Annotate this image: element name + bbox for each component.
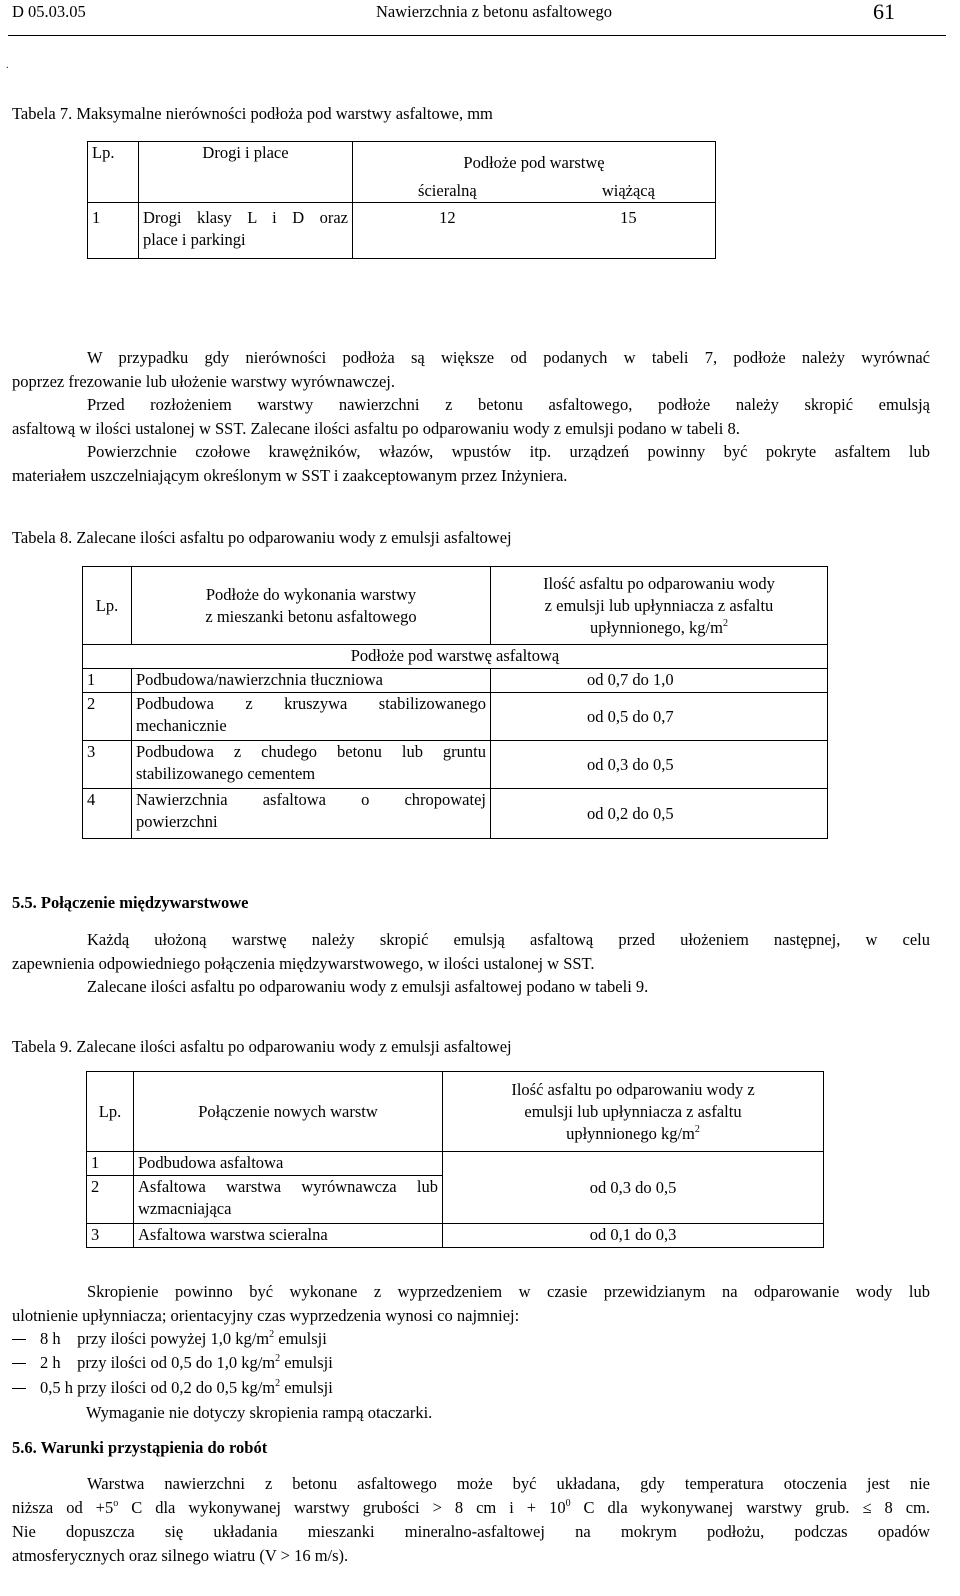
sec56-line2 [12,1496,930,1520]
table8-row1-qty: od 0,7 do 1,0 [491,669,828,693]
dash-icon [12,1363,26,1364]
table8-row2-base-b: mechanicznie [136,716,227,735]
table9-qty-rows12: od 0,3 do 0,5 [443,1152,824,1224]
table8-row3-base-b: stabilizowanego cementem [136,764,316,783]
table9-row2-conn [134,1176,443,1224]
table7-header-base: Podłoże pod warstwę [353,142,716,180]
sec56-line2-a: niższa od +5 [12,1498,114,1517]
para1-line1: W przypadku gdy nierówności podłoża są większe od podanych w tabeli 7, podłoże należy wyrównać [87,348,930,367]
table8-header-base [132,567,491,645]
spray-item-2 [40,1353,333,1373]
table9-row3-lp: 3 [87,1224,134,1248]
table8-header-qty-a: Ilość asfaltu po odparowaniu wody [543,573,775,593]
spray-item-2-time: 2 h [40,1353,61,1372]
spray-item-3-time: 0,5 h [40,1378,73,1397]
table9-row1-conn: Podbudowa asfaltowa [134,1152,443,1176]
table9-header-conn: Połączenie nowych warstw [134,1072,443,1152]
table8-header-lp: Lp. [83,567,132,645]
paragraph-unevenness [12,346,930,487]
table8-header-base-b: z mieszanki betonu asfaltowego [205,606,417,626]
table7-row1-bind: 15 [542,202,716,258]
table8-row1-lp: 1 [83,669,132,693]
spray-item-2-tail: emulsji [280,1353,333,1372]
table8-row3-lp: 3 [83,741,132,789]
spray-line1: Skropienie powinno być wykonane z wyprzedzeniem w czasie przewidzianym na odparowanie wody lub [87,1282,930,1301]
header-rule [8,35,946,36]
sec56-line4: atmosferycznych oraz silnego wiatru (V > 16 m/s). [12,1546,349,1565]
table7 [87,141,716,259]
para1-line6: materiałem uszczelniającym określonym w SST i zaakceptowanym przez Inżyniera. [12,465,568,485]
table8-row1-base: Podbudowa/nawierzchnia tłuczniowa [132,669,491,693]
spray-item-1-time: 8 h [40,1329,61,1348]
table7-header-wear: ścieralną [353,180,542,203]
spray-item-3-sup: 2 [275,1378,281,1389]
doc-title: Nawierzchnia z betonu asfaltowego [376,2,612,21]
section-5-5-body [12,928,930,999]
table8-header-qty-sup: 2 [722,617,728,629]
table7-header-bind: wiążącą [542,180,716,203]
table7-row1-lp: 1 [88,202,139,258]
section-5-6-title [12,1438,267,1458]
table8-header-qty-c-text: upłynnionego, kg/m [590,617,723,637]
table9-row2-conn-a: Asfaltowa warstwa wyrównawcza lub [138,1177,438,1196]
table8-row2-qty: od 0,5 do 0,7 [491,693,828,741]
sec56-line2-b: C dla wykonywanej warstwy grubości > 8 cm i + 10 [118,1498,566,1517]
spray-item-1-tail: emulsji [274,1329,327,1348]
table8-header-qty-c [495,617,823,639]
table8-row4-base [132,789,491,839]
dash-icon [12,1339,26,1340]
table8-row2-base-a: Podbudowa z kruszywa stabilizowanego [136,694,486,713]
table9-row3-qty: od 0,1 do 0,3 [443,1224,824,1248]
spray-item-1-text: przy ilości powyżej 1,0 kg/m [77,1329,270,1348]
table7-header-roads: Drogi i place [139,142,353,203]
table8-header-qty-b: z emulsji lub upłynniacza z asfaltu [544,595,774,615]
doc-code: D 05.03.05 [12,2,86,21]
sec56-line1: Warstwa nawierzchni z betonu asfaltowego może być układana, gdy temperatura otoczenia jest nie [87,1474,930,1493]
table7-row1-roads-b: place i parkingi [143,229,246,249]
spray-item-1-sup: 2 [269,1329,275,1340]
para1-line3: Przed rozłożeniem warstwy nawierzchni z betonu asfaltowego, podłoże należy skropić emulsją [87,395,930,414]
table9-header-qty-sup: 2 [694,1123,700,1135]
spray-item-1 [40,1329,327,1349]
table9-header-qty-c-text: upłynnionego kg/m [566,1123,695,1143]
section-5-6-title-text: 5.6. Warunki przystąpienia do robót [12,1438,268,1457]
sec56-line2-sup2: 0 [565,1498,571,1509]
table9-header-qty-b: emulsji lub upłynniacza z asfaltu [524,1101,742,1121]
table7-caption: Tabela 7. Maksymalne nierówności podłoża pod warstwy asfaltowe, mm [12,104,493,123]
spray-line2: ulotnienie upłynniacza; orientacyjny czas wyprzedzenia wynosi co najmniej: [12,1306,520,1325]
table9-header-qty-c [447,1123,819,1145]
stray-dot: . [6,60,9,71]
table9-row1-lp: 1 [87,1152,134,1176]
table8-caption: Tabela 8. Zalecane ilości asfaltu po odparowaniu wody z emulsji asfaltowej [12,528,512,547]
table9-row3-conn: Asfaltowa warstwa scieralna [134,1224,443,1248]
sec56-line2-sup1: o [113,1498,119,1509]
table8-row4-qty: od 0,2 do 0,5 [491,789,828,839]
table7-header-lp: Lp. [88,142,139,203]
table8-row4-base-b: powierzchni [136,812,218,831]
table8-row3-base [132,741,491,789]
table7-row1-roads-a: Drogi klasy L i D oraz [143,207,348,227]
spray-item-3-text: przy ilości od 0,2 do 0,5 kg/m [77,1378,276,1397]
table9-header-qty [443,1072,824,1152]
table8-row4-lp: 4 [83,789,132,839]
sec56-line2-c: C dla wykonywanej warstwy grub. ≤ 8 cm. [570,1498,931,1517]
spray-item-2-text: przy ilości od 0,5 do 1,0 kg/m [77,1353,276,1372]
table9-row2-conn-b: wzmacniająca [138,1199,232,1218]
table9-header-lp: Lp. [87,1072,134,1152]
sec55-line1: Każdą ułożoną warstwę należy skropić emulsją asfaltową przed ułożeniem następnej, w celu [87,930,930,949]
section-5-6-body [12,1472,930,1568]
page-number: 61 [873,0,895,24]
para1-line5: Powierzchnie czołowe krawężników, włazów, wpustów itp. urządzeń powinny być pokryte asfaltem lub [87,442,930,461]
spray-paragraph [12,1280,930,1328]
table8-row2-lp: 2 [83,693,132,741]
table8-row3-qty: od 0,3 do 0,5 [491,741,828,789]
spray-item-3 [40,1378,333,1398]
table8 [82,566,828,839]
section-5-5-title [12,893,248,913]
spray-item-3-tail: emulsji [280,1378,333,1397]
table9-header-qty-a: Ilość asfaltu po odparowaniu wody z [511,1079,755,1099]
table8-row4-base-a: Nawierzchnia asfaltowa o chropowatej [136,790,486,809]
spray-item-2-sup: 2 [275,1353,281,1364]
spray-note: Wymaganie nie dotyczy skropienia rampą otaczarki. [86,1403,433,1422]
para1-line4: asfaltową w ilości ustalonej w SST. Zalecane ilości asfaltu po odparowaniu wody z emulsji podano w tabeli 8. [12,418,740,438]
table8-section: Podłoże pod warstwę asfaltową [83,645,828,669]
section-5-5-title-text: 5.5. Połączenie międzywarstwowe [12,893,249,912]
dash-icon [12,1388,26,1389]
table9-row2-lp: 2 [87,1176,134,1224]
table8-header-qty [491,567,828,645]
sec55-line3: Zalecane ilości asfaltu po odparowaniu wody z emulsji asfaltowej podano w tabeli 9. [87,977,649,996]
table7-row1-roads [139,202,353,258]
sec55-line2: zapewnienia odpowiedniego połączenia międzywarstwowego, w ilości ustalonej w SST. [12,953,595,973]
table8-row3-base-a: Podbudowa z chudego betonu lub gruntu [136,742,486,761]
table9-caption: Tabela 9. Zalecane ilości asfaltu po odparowaniu wody z emulsji asfaltowej [12,1037,512,1056]
table7-row1-wear: 12 [353,202,542,258]
table9 [86,1071,824,1248]
table8-row2-base [132,693,491,741]
sec56-line3: Nie dopuszcza się układania mieszanki mineralno-asfaltowej na mokrym podłożu, podczas opadów [12,1522,930,1541]
para1-line2: poprzez frezowanie lub ułożenie warstwy wyrównawczej. [12,371,395,391]
table8-header-base-a: Podłoże do wykonania warstwy [205,584,417,604]
